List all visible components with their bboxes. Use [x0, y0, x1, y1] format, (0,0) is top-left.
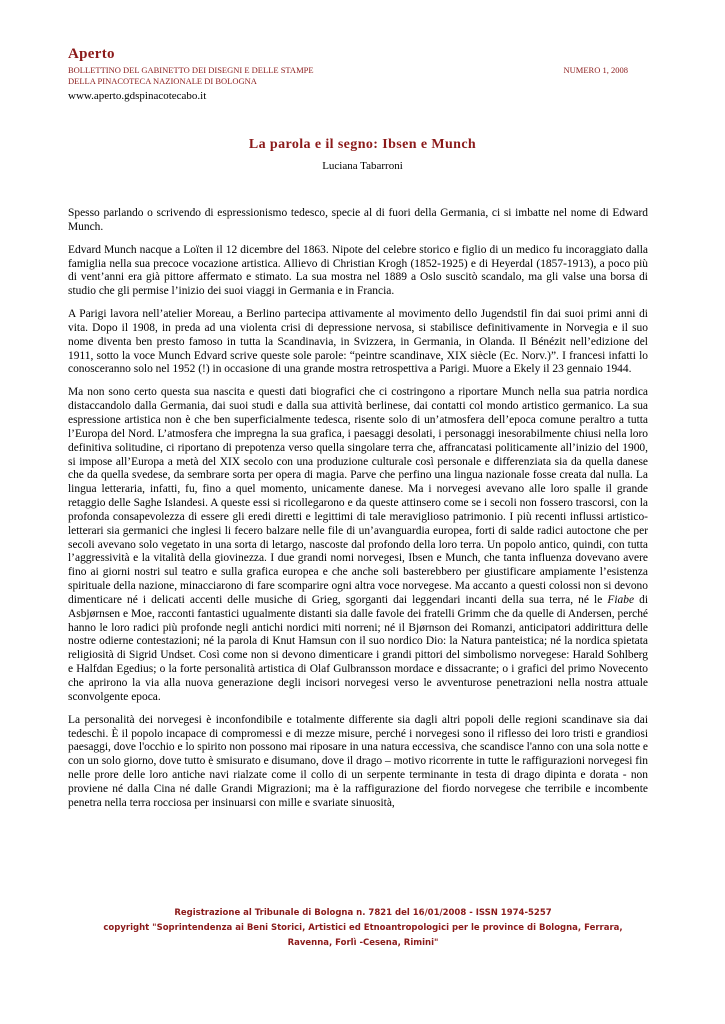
issue-number: NUMERO 1, 2008 [563, 65, 628, 75]
website-url[interactable]: www.aperto.gdspinacotecabo.it [68, 90, 207, 102]
paragraph: Edvard Munch nacque a Loïten il 12 dicembre del 1863. Nipote del celebre storico e figlio di un medico fu incoraggiato dalla famiglia nella sua precoce vocazione artistica. Allievo di Christian Krogh (1852-1925) e di Heyerdal (1857-1913), a poco più di vent’anni era già pittore affermato e stimato. La sua mostra nel 1889 a Oslo suscitò scandalo, ma gli valse una borsa di studio che gli permise l’inizio dei suoi viaggi in Germania e in Francia. [68, 243, 648, 298]
article-author: Luciana Tabarroni [322, 160, 403, 172]
brand-title: Aperto [68, 46, 115, 62]
bulletin-info [68, 65, 628, 87]
masthead [68, 46, 628, 103]
article-title: La parola e il segno: Ibsen e Munch [248, 137, 477, 152]
paragraph: La personalità dei norvegesi è inconfondibile e totalmente differente sia dagli altri popoli delle regioni scandinave sia dai tedeschi. È il popolo incapace di compromessi e di mezze misure, perché i norvegesi sono il riflesso dei loro tristi e grandiosi paesaggi, dove l'occhio e lo spirito non possono mai riposare in una natura eccessiva, che scandisce l'anno con una sola notte e con un solo giorno, dove tutto è smisurato e disumano, dove il drago – motivo ricorrente in tutte le raffigurazioni norvegesi fin nelle prore delle loro antiche navi rialzate come il collo di un serpente terminante in testa di drago dipinta e dorata - non proviene né dalla Cina né dalle Grandi Migrazioni; ma è la raffigurazione del fiordo norvegese che terribile e incombente penetra nella terra rocciosa per insinuarsi con mille e svariate sinuosità, [68, 713, 648, 809]
italic-title: Fiabe [607, 593, 635, 606]
paragraph [68, 386, 648, 704]
footer-registration: Registrazione al Tribunale di Bologna n. 7821 del 16/01/2008 - ISSN 1974-5257 [174, 908, 552, 918]
paragraph: A Parigi lavora nell’atelier Moreau, a Berlino partecipa attivamente al movimento dello Jugendstil fin dai suoi primi anni di vita. Dopo il 1908, in preda ad una violenta crisi di depressione nervosa, si stabilisce definitivamente in Norvegia e il suo nome diventa ben presto famoso in tutta la Scandinavia, in Svizzera, in Germania, in Olanda. Il Bénézit nell’edizione del 1911, sotto la voce Munch Edvard scrive queste sole parole: “peintre scandinave, XIX siècle (Ec. Norv.)”. I francesi infatti lo conosceranno solo nel 1952 (!) in occasione di una grande mostra retrospettiva a Parigi. Muore a Ekely il 23 gennaio 1944. [68, 308, 648, 376]
bulletin-line-2: DELLA PINACOTECA NAZIONALE DI BOLOGNA [68, 76, 257, 86]
page-footer [68, 906, 658, 951]
article-body [68, 207, 648, 820]
paragraph: Spesso parlando o scrivendo di espressionismo tedesco, specie al di fuori della Germania, ci si imbatte nel nome di Edward Munch. [68, 207, 648, 233]
paragraph-text: Ma non sono certo questa sua nascita e questi dati biografici che ci costringono a riportare Munch nella sua patria nordica distaccandolo dalla Germania, dai suoi studi e dalla sua attività berlinese, dai contatti col mondo artistico germanico. La sua espressione artistica non è che ben superficialmente tedesca, risente solo di un’atmosfera dell’epoca comune peraltro a tutta l’Europa del Nord. L’atmosfera che impregna la sua grafica, i paesaggi desolati, i personaggi inesorabilmente chiusi nella loro definitiva solitudine, ci riportano di prepotenza verso quella singolare terra che, affrancatasi politicamente all’inizio del 1900, si impose all’Europa a metà del XIX secolo con una produzione culturale così personale e differenziata sia da quella danese che da quella svedese, da sembrare sorta per opera di magia. Parve che perfino una lingua nazionale fosse creata dal nulla. La lingua letteraria, infatti, fu, fino a quel momento, unicamente danese. Ma i norvegesi avevano alle loro spalle il grande retaggio delle Saghe Islandesi. A queste essi si ricollegarono e da queste attinsero come se i secoli non fossero trascorsi, con la profonda consapevolezza di essere gli eredi diretti e legittimi di tale meraviglioso patrimonio. I più recenti influssi artistico-letterari sia germanici che inglesi li fecero balzare nelle file di un’avanguardia europea, forti di salde radici autoctone che per secoli avevano solo vegetato in una sorta di letargo, nascoste dal profondo della loro terra. Un popolo antico, quindi, con tutta l’aggressività e la vitalità della giovinezza. I due grandi nomi norvegesi, Ibsen e Munch, che tanta influenza dovevano avere fino ai giorni nostri sul teatro e sulla grafica europea e che anche soli basterebbero per giustificare ampiamente l’esistenza spirituale della nazione, minacciarono di fare scomparire ogni altra voce norvegese. Ma accanto a questi colossi non si devono dimenticare né i delicati accenti delle musiche di Grieg, sgorganti dai leggendari incanti della sua terra, né le [68, 386, 648, 606]
bulletin-line-1: BOLLETTINO DEL GABINETTO DEI DISEGNI E DELLE STAMPE [68, 65, 314, 75]
footer-copyright: copyright "Soprintendenza ai Beni Storici, Artistici ed Etnoantropologici per le province di Bologna, Ferrara, [103, 923, 623, 933]
footer-copyright-cont: Ravenna, Forlì -Cesena, Rimini" [287, 938, 439, 948]
paragraph-text: di Asbjørnsen e Moe, racconti fantastici ugualmente distanti sia dalle favole dei fratelli Grimm che da quelle di Andersen, perché hanno le loro radici più profonde negli antichi nordici miti norreni; né il Bjørnson dei Romanzi, anticipatori addirittura delle nostre odierne contestazioni; né la parola di Knut Hamsun con il suo nordico Dio: la Natura panteistica; né la nordica spietata religiosità di Sigrid Undset. Così come non si devono dimenticare i grandi pittori del simbolismo norvegese: Harald Sohlberg e Halfdan Egedius; o la forte personalità artistica di Olaf Gulbransson mordace e dissacrante; o i grafici del primo Novecento che aprirono la via alla nuova generazione degli incisori norvegesi verso le avventurose penetrazioni nella nostra attuale sconvolgente epoca. [68, 593, 649, 703]
